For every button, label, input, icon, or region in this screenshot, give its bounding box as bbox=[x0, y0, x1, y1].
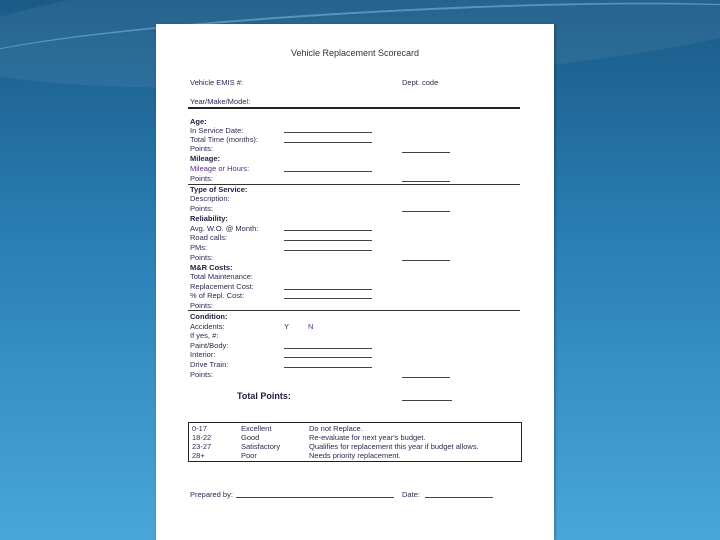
legend-rating: Poor bbox=[241, 451, 257, 460]
year-make-model-label: Year/Make/Model: bbox=[190, 97, 251, 106]
vehicle-emis-label: Vehicle EMIS #: bbox=[190, 78, 243, 87]
legend-rating: Good bbox=[241, 433, 260, 442]
legend-row bbox=[189, 451, 521, 460]
dept-code-label: Dept. code bbox=[402, 78, 439, 87]
replacement-cost-label: Replacement Cost: bbox=[190, 282, 254, 291]
section-divider bbox=[188, 310, 520, 311]
road-calls-field[interactable] bbox=[284, 240, 372, 241]
legend-action: Do not Replace. bbox=[309, 424, 363, 433]
condition-heading: Condition: bbox=[190, 312, 228, 321]
scorecard-page bbox=[156, 24, 554, 540]
mileage-heading: Mileage: bbox=[190, 154, 221, 163]
mileage-hours-label: Mileage or Hours: bbox=[190, 164, 250, 173]
mr-costs-heading: M&R Costs: bbox=[190, 263, 233, 272]
service-description-label: Description: bbox=[190, 194, 230, 203]
age-heading: Age: bbox=[190, 117, 207, 126]
costs-points-label: Points: bbox=[190, 301, 213, 310]
drive-train-field[interactable] bbox=[284, 367, 372, 368]
mileage-points-label: Points: bbox=[190, 174, 213, 183]
prepared-by-field[interactable] bbox=[236, 497, 394, 498]
legend-rating: Excellent bbox=[241, 424, 272, 433]
date-field[interactable] bbox=[425, 497, 493, 498]
legend-range: 23-27 bbox=[192, 442, 212, 451]
legend-row bbox=[189, 442, 521, 451]
drive-train-label: Drive Train: bbox=[190, 360, 229, 369]
avg-wo-field[interactable] bbox=[284, 230, 372, 231]
date-label: Date: bbox=[402, 490, 420, 499]
in-service-date-label: In Service Date: bbox=[190, 126, 244, 135]
reliability-points-label: Points: bbox=[190, 253, 213, 262]
total-points-field[interactable] bbox=[402, 400, 452, 401]
paint-body-field[interactable] bbox=[284, 348, 372, 349]
legend-row bbox=[189, 424, 521, 433]
total-maintenance-label: Total Maintenance: bbox=[190, 272, 253, 281]
age-points-label: Points: bbox=[190, 144, 213, 153]
reliability-heading: Reliability: bbox=[190, 214, 228, 223]
accidents-label: Accidents: bbox=[190, 322, 225, 331]
reliability-points-field[interactable] bbox=[402, 260, 450, 261]
interior-label: Interior: bbox=[190, 350, 216, 359]
legend-action: Qualifies for replacement this year if budget allows. bbox=[309, 442, 479, 451]
pms-field[interactable] bbox=[284, 250, 372, 251]
avg-wo-label: Avg. W.O. @ Month: bbox=[190, 224, 259, 233]
accidents-no-option[interactable]: N bbox=[308, 322, 314, 331]
legend-range: 28+ bbox=[192, 451, 205, 460]
paint-body-label: Paint/Body: bbox=[190, 341, 229, 350]
if-yes-label: If yes, #: bbox=[190, 331, 219, 340]
pct-repl-cost-field[interactable] bbox=[284, 298, 372, 299]
service-points-field[interactable] bbox=[402, 211, 450, 212]
in-service-date-field[interactable] bbox=[284, 132, 372, 133]
header-divider bbox=[188, 107, 520, 109]
document-title: Vehicle Replacement Scorecard bbox=[290, 48, 420, 58]
mileage-points-field[interactable] bbox=[402, 181, 450, 182]
pms-label: PMs: bbox=[190, 243, 208, 252]
condition-points-field[interactable] bbox=[402, 377, 450, 378]
pct-repl-cost-label: % of Repl. Cost: bbox=[190, 291, 245, 300]
replacement-cost-field[interactable] bbox=[284, 289, 372, 290]
accidents-yes-option[interactable]: Y bbox=[284, 322, 290, 331]
interior-field[interactable] bbox=[284, 357, 372, 358]
service-type-heading: Type of Service: bbox=[190, 185, 248, 194]
legend-range: 0-17 bbox=[192, 424, 208, 433]
mileage-hours-field[interactable] bbox=[284, 171, 372, 172]
road-calls-label: Road calls: bbox=[190, 233, 228, 242]
condition-points-label: Points: bbox=[190, 370, 213, 379]
age-points-field[interactable] bbox=[402, 152, 450, 153]
legend-row bbox=[189, 433, 521, 442]
legend-rating: Satisfactory bbox=[241, 442, 281, 451]
legend-action: Needs priority replacement. bbox=[309, 451, 401, 460]
legend-range: 18-22 bbox=[192, 433, 212, 442]
service-points-label: Points: bbox=[190, 204, 213, 213]
total-time-label: Total Time (months): bbox=[190, 135, 258, 144]
total-time-field[interactable] bbox=[284, 142, 372, 143]
total-points-label: Total Points: bbox=[237, 391, 291, 401]
legend-action: Re-evaluate for next year's budget. bbox=[309, 433, 426, 442]
scoring-legend-table bbox=[188, 422, 522, 462]
prepared-by-label: Prepared by: bbox=[190, 490, 233, 499]
